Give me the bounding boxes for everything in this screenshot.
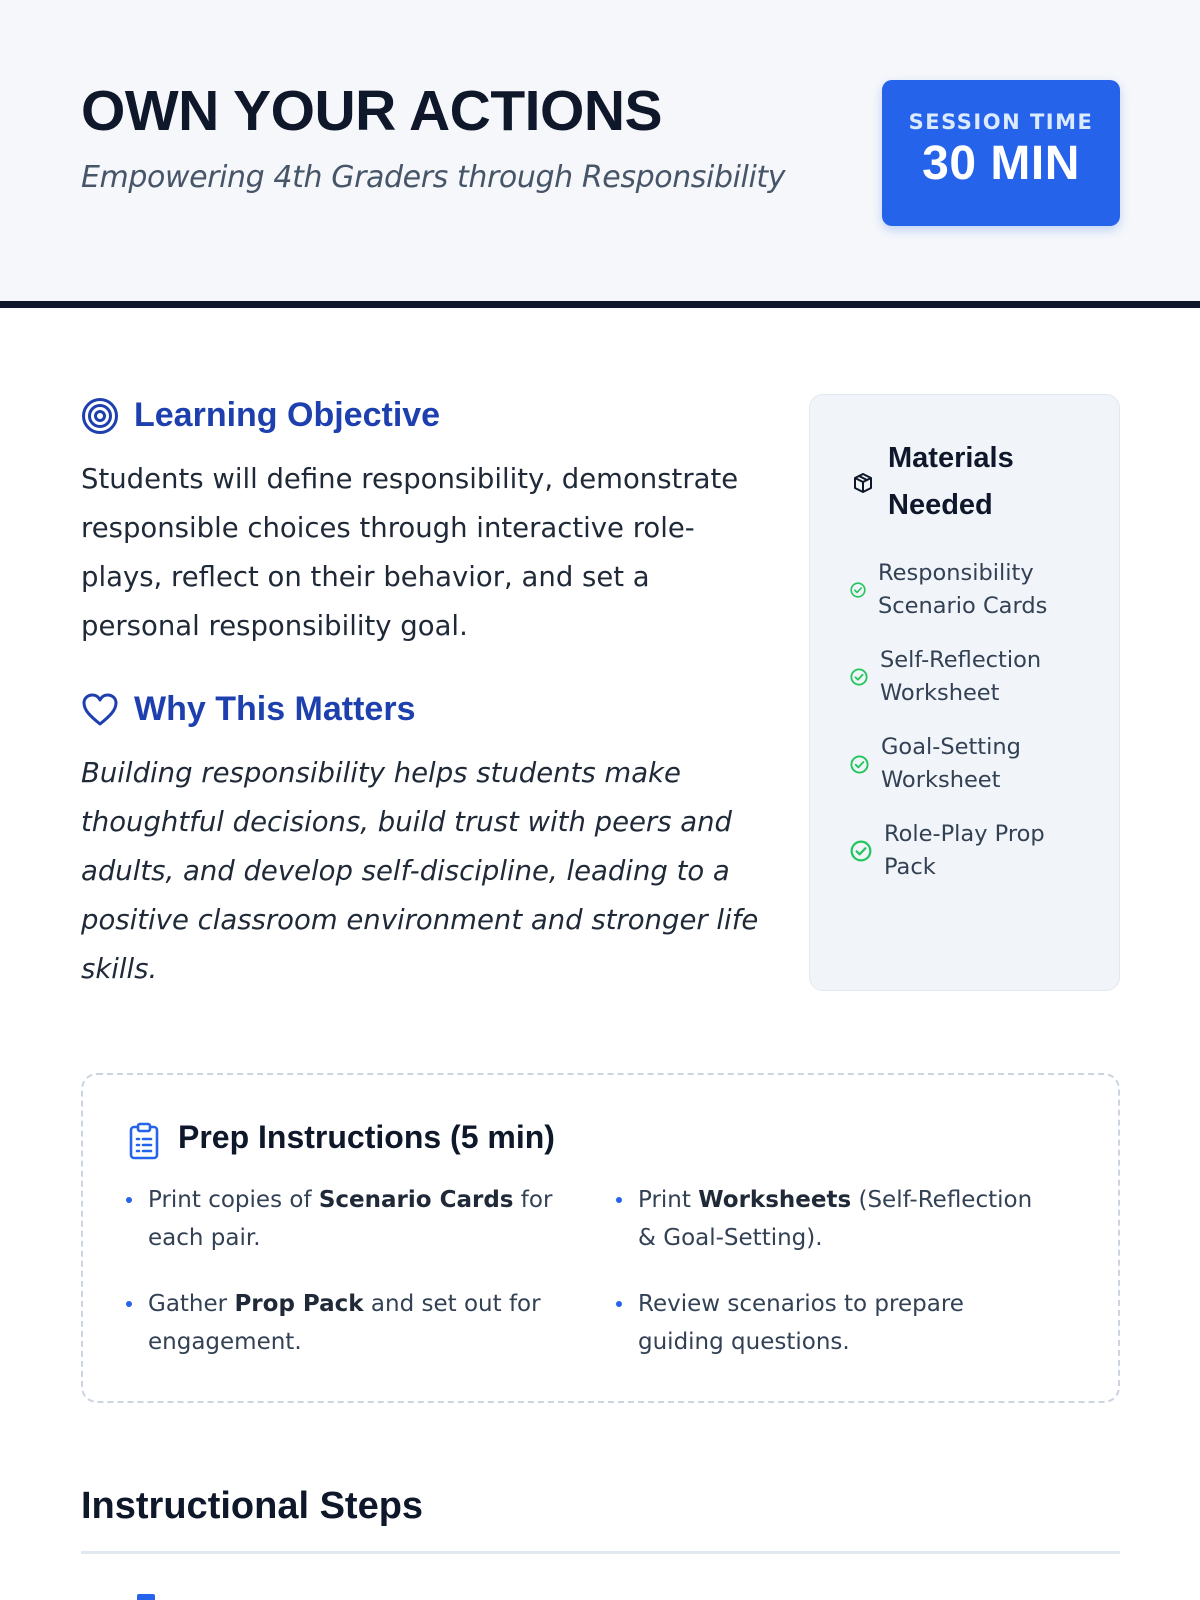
learning-objective-text: Students will define responsibility, demonstrate responsible choices through interactive role-plays, reflect on their behavior, and set a personal responsibility goal. xyxy=(81,463,739,642)
materials-item xyxy=(850,557,1090,623)
prep-item-bold: Worksheets xyxy=(698,1187,852,1213)
page-header xyxy=(0,0,1200,308)
prep-item-bold: Scenario Cards xyxy=(318,1187,514,1213)
prep-instructions-title: Prep Instructions (5 min) xyxy=(178,1119,555,1155)
materials-title: Materials Needed xyxy=(888,442,1014,521)
materials-card xyxy=(809,394,1120,991)
session-time-label: SESSION TIME xyxy=(908,110,1094,134)
session-time-value: 30 MIN xyxy=(922,137,1080,190)
prep-item-text: Print copies of xyxy=(148,1187,319,1213)
check-circle-icon xyxy=(850,668,868,686)
prep-item xyxy=(126,1285,556,1361)
prep-item-bold: Prop Pack xyxy=(234,1291,364,1317)
prep-item xyxy=(616,1285,1046,1361)
step-marker xyxy=(137,1594,155,1600)
learning-objective-heading xyxy=(81,396,440,435)
learning-objective-title: Learning Objective xyxy=(134,396,441,434)
prep-item-text: Review scenarios to prepare guiding questions. xyxy=(638,1291,964,1355)
clipboard-icon xyxy=(127,1122,161,1160)
materials-item-label: Self-Reflection Worksheet xyxy=(880,647,1042,706)
materials-item xyxy=(850,818,1090,884)
section-divider xyxy=(81,1551,1120,1554)
prep-item-text: (Self-Reflection & Goal-Setting). xyxy=(638,1187,1033,1251)
prep-item-text: and set out for engagement. xyxy=(148,1291,541,1355)
heart-icon xyxy=(81,692,119,728)
check-circle-icon xyxy=(850,582,866,598)
materials-item-label: Responsibility Scenario Cards xyxy=(878,560,1048,619)
prep-item-text: for each pair. xyxy=(148,1187,553,1251)
page-title: OWN YOUR ACTIONS xyxy=(81,79,663,143)
prep-item-text: Gather xyxy=(148,1291,235,1317)
session-time-badge xyxy=(882,80,1120,226)
check-circle-icon xyxy=(850,840,872,862)
page-subtitle: Empowering 4th Graders through Responsibility xyxy=(81,160,786,195)
why-this-matters-text: Building responsibility helps students make thoughtful decisions, build trust with peers and adults, and develop self-discipline, leading to a positive classroom environment and stronger life skills. xyxy=(81,757,759,985)
box-icon xyxy=(852,472,874,494)
target-icon xyxy=(81,397,119,435)
why-this-matters-title: Why This Matters xyxy=(134,690,416,728)
materials-item xyxy=(850,644,1090,710)
materials-item-label: Role-Play Prop Pack xyxy=(884,821,1045,880)
check-circle-icon xyxy=(850,755,869,774)
prep-item xyxy=(616,1181,1046,1257)
materials-item xyxy=(850,731,1090,797)
materials-item-label: Goal-Setting Worksheet xyxy=(881,734,1021,793)
prep-item-text: Print xyxy=(638,1187,699,1213)
prep-instructions-card xyxy=(81,1073,1120,1403)
instructional-steps-heading: Instructional Steps xyxy=(81,1485,424,1527)
why-this-matters-heading xyxy=(81,690,415,729)
prep-item xyxy=(126,1181,556,1257)
